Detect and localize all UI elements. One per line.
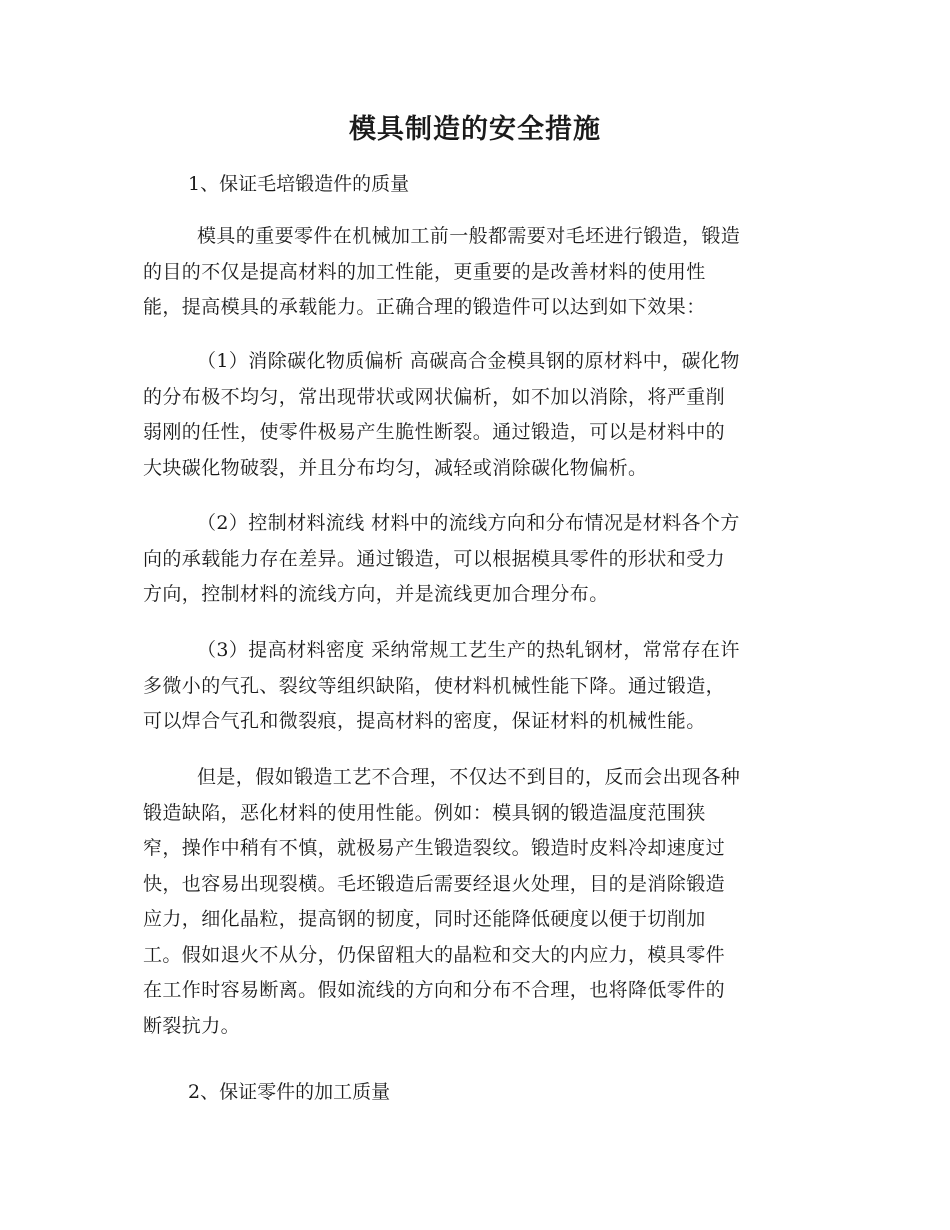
item-3-line-3: 可以焊合气孔和微裂痕，提高材料的密度，保证材料的机械性能。 bbox=[143, 710, 706, 732]
note-line-3: 窄，操作中稍有不慎，就极易产生锻造裂纹。锻造时皮料冷却速度过 bbox=[143, 837, 726, 859]
intro-line-2: 的目的不仅是提高材料的加工性能，更重要的是改善材料的使用性 bbox=[143, 260, 706, 283]
item-3-paragraph bbox=[143, 633, 809, 740]
section-2-heading: 2、保证零件的加工质量 bbox=[188, 1081, 391, 1103]
item-1-line-4: 大块碳化物破裂，并且分布均匀，减轻或消除碳化物偏析。 bbox=[143, 456, 648, 479]
item-3-line-2: 多微小的气孔、裂纹等组织缺陷，使材料机械性能下降。通过锻造， bbox=[143, 674, 726, 697]
item-2-line-2: 向的承载能力存在差异。通过锻造，可以根据模具零件的形状和受力 bbox=[143, 547, 726, 570]
item-3-line-1: （3）提高材料密度 采纳常规工艺生产的热轧钢材，常常存在许 bbox=[197, 639, 740, 661]
document-title: 模具制造的安全措施 bbox=[349, 114, 601, 145]
item-2-line-1: （2）控制材料流线 材料中的流线方向和分布情况是材料各个方 bbox=[197, 512, 740, 534]
note-paragraph bbox=[143, 760, 809, 1044]
section-1-heading: 1、保证毛培锻造件的质量 bbox=[188, 173, 410, 195]
item-1-paragraph bbox=[143, 344, 809, 486]
item-1-line-1: （1）消除碳化物质偏析 高碳高合金模具钢的原材料中，碳化物 bbox=[197, 350, 740, 372]
note-line-1: 但是，假如锻造工艺不合理，不仅达不到目的，反而会出现各种 bbox=[197, 766, 741, 788]
note-line-5: 应力，细化晶粒，提高钢的韧度，同时还能降低硬度以便于切削加 bbox=[143, 908, 706, 930]
note-line-4: 快，也容易出现裂横。毛坯锻造后需要经退火处理，目的是消除锻造 bbox=[143, 872, 726, 895]
note-line-2: 锻造缺陷，恶化材料的使用性能。例如：模具钢的锻造温度范围狭 bbox=[143, 801, 706, 824]
note-line-7: 在工作时容易断离。假如流线的方向和分布不合理，也将降低零件的 bbox=[143, 979, 726, 1001]
item-2-paragraph bbox=[143, 506, 809, 613]
intro-line-1: 模具的重要零件在机械加工前一般都需要对毛坯进行锻造，锻造 bbox=[197, 225, 741, 247]
item-1-line-3: 弱刚的任性，使零件极易产生脆性断裂。通过锻造，可以是材料中的 bbox=[143, 421, 726, 443]
intro-paragraph bbox=[143, 219, 809, 326]
intro-line-3: 能，提高模具的承载能力。正确合理的锻造件可以达到如下效果： bbox=[143, 296, 706, 318]
item-1-line-2: 的分布极不均匀，常出现带状或网状偏析，如不加以消除，将严重削 bbox=[143, 385, 726, 408]
note-line-8: 断裂抗力。 bbox=[143, 1014, 241, 1037]
item-2-line-3: 方向，控制材料的流线方向，并是流线更加合理分布。 bbox=[143, 583, 609, 605]
note-line-6: 工。假如退火不从分，仍保留粗大的晶粒和交大的内应力，模具零件 bbox=[143, 943, 726, 966]
